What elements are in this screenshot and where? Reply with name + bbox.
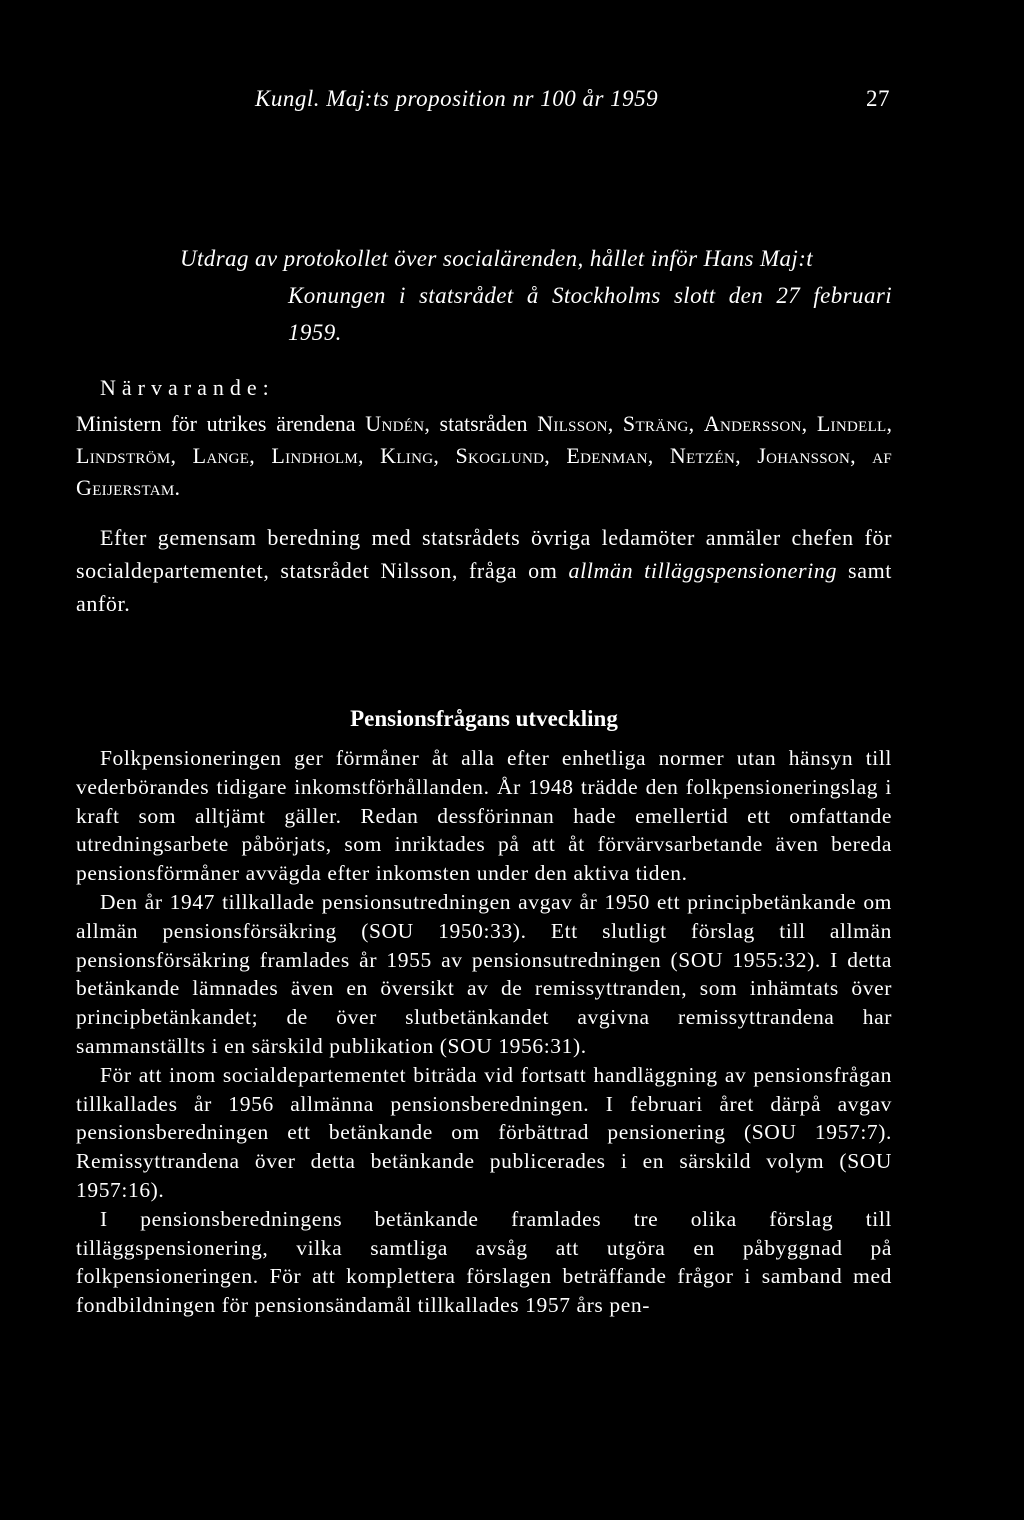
header-title: Kungl. Maj:ts proposition nr 100 år 1959 bbox=[255, 86, 659, 111]
name-skoglund: Skoglund bbox=[455, 443, 545, 468]
protocol-extract-heading bbox=[180, 240, 892, 351]
intro-text-after: samt anför. bbox=[76, 558, 892, 616]
name-lindell: Lindell bbox=[816, 411, 887, 436]
present-label: Närvarande: bbox=[100, 375, 275, 400]
section-title: Pensionsfrågans utveckling bbox=[350, 706, 618, 731]
name-geijerstam: af Geijerstam bbox=[76, 443, 893, 500]
body-paragraph: Den år 1947 tillkallade pensionsutredningen avgav år 1950 ett principbetänkande om allmän pensionsförsäkring (SOU 1950:33). Ett slutligt förslag till allmän pensionsförsäkring framlades år 1955 av pensionsutredningen (SOU 1955:32). I detta betänkande lämnades även en översikt av de remissyttranden, som inhämtats över principbetänkandet; de över slutbetänkandet avgivna remissyttrandena har sammanställts i en särskild publikation (SOU 1956:31). bbox=[76, 889, 892, 1058]
intro-emphasis: allmän tilläggspensionering bbox=[568, 558, 838, 583]
extract-line-2: Konungen i statsrådet å Stockholms slott den 27 februari 1959. bbox=[288, 283, 892, 345]
intro-paragraph bbox=[76, 521, 892, 620]
name-nilsson: Nilsson bbox=[537, 411, 608, 436]
name-lindstrom: Lindström bbox=[76, 443, 171, 468]
name-strang: Sträng bbox=[622, 411, 689, 436]
name-lindholm: Lindholm bbox=[271, 443, 359, 468]
name-kling: Kling bbox=[380, 443, 434, 468]
body-paragraph: I pensionsberedningens betänkande framlades tre olika förslag till tilläggspensionering, vilka samtliga avsåg att utgöra en påbyggnad på folkpensioneringen. För att komplettera förslagen beträffande frågor i samband med fondbildningen för pensionsändamål tillkallades 1957 års pen- bbox=[76, 1206, 892, 1318]
page-number: 27 bbox=[866, 86, 890, 111]
name-netzen: Netzén bbox=[669, 443, 736, 468]
name-johansson: Johansson bbox=[757, 443, 851, 468]
extract-line-1: Utdrag av protokollet över socialärenden, hållet inför Hans Maj:t bbox=[180, 246, 814, 271]
running-header bbox=[255, 86, 890, 112]
name-andersson: Andersson bbox=[703, 411, 802, 436]
name-lange: Lange bbox=[192, 443, 250, 468]
name-edenman: Edenman bbox=[566, 443, 648, 468]
intro-text-before: Efter gemensam beredning med statsrådets övriga ledamöter anmäler chefen för socialdepartementet, statsrådet Nilsson, fråga om bbox=[76, 525, 892, 583]
name-unden: Undén bbox=[365, 411, 425, 436]
body-paragraph: För att inom socialdepartementet biträda vid fortsatt handläggning av pensionsfrågan tillkallades år 1956 allmänna pensionsberedningen. I februari året därpå avgav pensionsberedningen ett betänkande om förbättrad pensionering (SOU 1957:7). Remissyttrandena över detta betänkande publicerades i en särskild volym (SOU 1957:16). bbox=[76, 1062, 892, 1202]
present-lead: Ministern för utrikes ärendena bbox=[76, 411, 366, 436]
section-body bbox=[76, 744, 892, 1320]
present-sep: , statsråden bbox=[424, 411, 538, 436]
body-paragraph: Folkpensioneringen ger förmåner åt alla efter enhetliga normer utan hänsyn till vederbörandes tidigare inkomstförhållanden. År 1948 trädde den folkpensioneringslag i kraft som alltjämt gäller. Redan dessförinnan hade emellertid ett omfattande utredningsarbete påbörjats, som inriktades på att åt förvärvsarbetande även bereda pensionsförmåner avvägda efter inkomsten under den aktiva tiden. bbox=[76, 746, 892, 886]
present-members-list: Ministern för utrikes ärendena Undén, statsråden Nilsson, Sträng, Andersson, Lindell, Lindström, Lange, Lindholm, Kling, Skoglund, Edenman, Netzén, Johansson, af Geijerstam. bbox=[76, 411, 893, 500]
